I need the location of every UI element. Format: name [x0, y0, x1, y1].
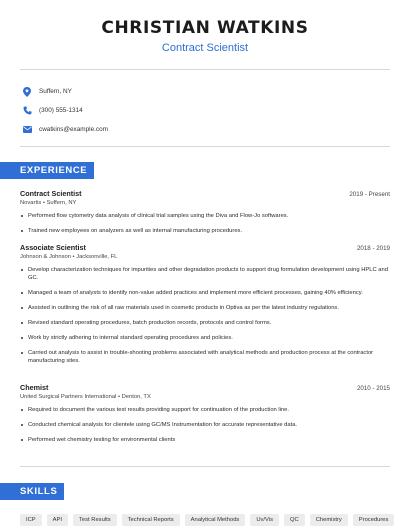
job-title: Associate Scientist	[20, 243, 86, 252]
skill-chip: Technical Reports	[122, 514, 180, 526]
job-org: Johnson & Johnson • Jacksonville, FL	[20, 254, 118, 260]
header-divider	[20, 69, 390, 70]
bullet-item: Trained new employees on analyzers as well as internal manufacturing procedures.	[20, 227, 390, 235]
job-title: Contract Scientist	[20, 189, 82, 198]
skills-heading: SKILLS	[0, 483, 64, 500]
contact-location	[22, 82, 108, 101]
contact-list	[22, 82, 108, 139]
candidate-title: Contract Scientist	[161, 42, 249, 54]
skill-chip: Analytical Methods	[185, 514, 246, 526]
skill-chip: Chemistry	[310, 514, 348, 526]
skill-chip: ICP	[20, 514, 42, 526]
bullet-item: Performed flow cytometry data analysis of clinical trial samples using the Diva and Flow-Jo softwares.	[20, 212, 390, 220]
phone-icon	[22, 106, 32, 116]
job-org: Novartis • Suffern, NY	[20, 200, 77, 206]
experience-item	[20, 243, 390, 372]
job-dates: 2018 - 2019	[356, 245, 390, 252]
candidate-name: CHRISTIAN WATKINS	[101, 18, 309, 38]
job-dates: 2010 - 2015	[356, 385, 390, 392]
job-dates: 2019 - Present	[349, 191, 390, 198]
bullet-item: Managed a team of analysts to identify non-value added practices and implement more efficient processes, gaining 40% efficiency.	[20, 289, 390, 297]
email-text: cwatkins@example.com	[39, 126, 108, 133]
resume-header	[0, 0, 410, 54]
job-title: Chemist	[20, 383, 49, 392]
phone-text: (300) 555-1314	[39, 107, 83, 114]
bullet-item: Carried out analysis to assist in trouble-shooting problems associated with analytical methods and production process at the contractor manufacturing sites.	[20, 349, 390, 365]
bullet-item: Work by strictly adhering to internal standard operating procedures and policies.	[20, 334, 390, 342]
skill-chip: Uv/Vis	[250, 514, 279, 526]
bullet-item: Conducted chemical analysis for clientele using GC/MS Instrumentation for accurate representative data.	[20, 421, 390, 429]
skill-chip: Procedures	[353, 514, 395, 526]
contact-email	[22, 120, 108, 139]
location-text: Suffern, NY	[39, 88, 72, 95]
experience-divider	[20, 466, 390, 467]
skill-chip: QC	[284, 514, 305, 526]
job-bullets	[20, 212, 390, 235]
envelope-icon	[22, 125, 32, 135]
contact-divider	[20, 146, 390, 147]
job-bullets	[20, 406, 390, 444]
map-pin-icon	[22, 87, 32, 97]
skills-list	[20, 514, 394, 526]
bullet-item: Revised standard operating procedures, batch production records, protocols and control forms.	[20, 319, 390, 327]
contact-phone	[22, 101, 108, 120]
bullet-item: Develop characterization techniques for impurities and other degradation products to support drug formulation development using HPLC and GC.	[20, 266, 390, 282]
bullet-item: Performed wet chemistry testing for environmental clients	[20, 436, 390, 444]
job-org: United Surgical Partners International • Denton, TX	[20, 394, 151, 400]
bullet-item: Assisted in outlining the risk of all raw materials used in cosmetic products in Optiva as per the latest industry regulations.	[20, 304, 390, 312]
experience-item	[20, 383, 390, 451]
job-bullets	[20, 266, 390, 365]
skill-chip: API	[47, 514, 68, 526]
experience-heading: EXPERIENCE	[0, 162, 94, 179]
bullet-item: Required to document the various test results providing support for continuation of the production line.	[20, 406, 390, 414]
skill-chip: Test Results	[73, 514, 117, 526]
experience-item	[20, 189, 390, 242]
